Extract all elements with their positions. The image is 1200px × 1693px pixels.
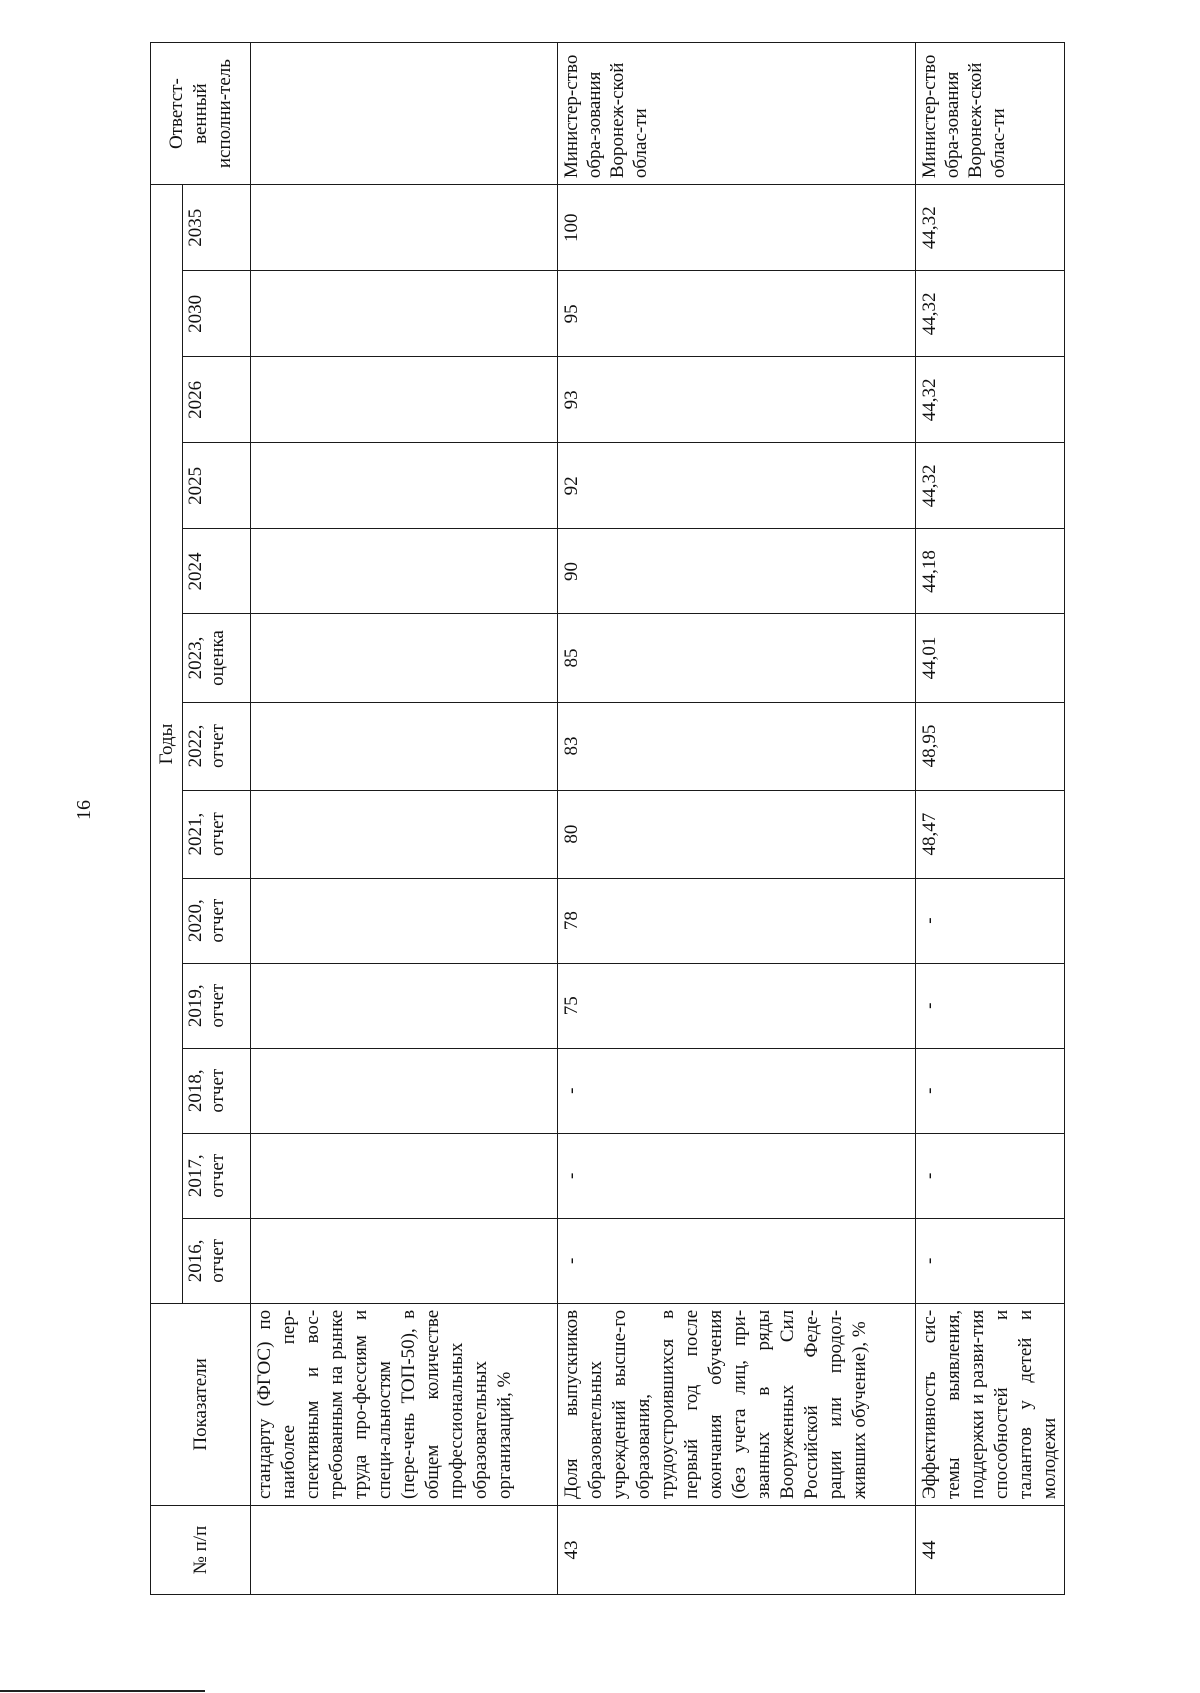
header-year: 2022, отчет [183, 702, 251, 790]
row-value: 44,32 [916, 271, 1065, 357]
row-value: - [558, 1048, 916, 1133]
row-value: - [916, 1048, 1065, 1133]
row-value: 44,32 [916, 357, 1065, 443]
row-value [251, 185, 558, 271]
header-year: 2020, отчет [183, 878, 251, 963]
row-indicator: Эффективность сис-темы выявления, поддержки и разви-тия способностей и талантов у детей и молодежи [916, 1303, 1065, 1505]
row-value [251, 271, 558, 357]
header-years-group: Годы [151, 185, 183, 1304]
header-indicator: Показатели [151, 1303, 251, 1505]
table-row [916, 43, 1065, 1595]
header-year: 2030 [183, 271, 251, 357]
row-value: - [558, 1133, 916, 1218]
row-value: 44,18 [916, 529, 1065, 614]
row-value: - [916, 1133, 1065, 1218]
table-row [251, 43, 558, 1595]
table-row [558, 43, 916, 1595]
row-value: 44,32 [916, 185, 1065, 271]
header-year: 2018, отчет [183, 1048, 251, 1133]
header-year: 2023, оценка [183, 614, 251, 702]
header-num: № п/п [151, 1505, 251, 1594]
row-value [251, 963, 558, 1048]
row-value [251, 529, 558, 614]
row-value: 44,32 [916, 443, 1065, 529]
row-value: - [916, 963, 1065, 1048]
row-value: 75 [558, 963, 916, 1048]
row-value [251, 1048, 558, 1133]
row-value: 90 [558, 529, 916, 614]
header-year: 2024 [183, 529, 251, 614]
rotated-page-content [150, 42, 1065, 1595]
row-value [251, 1218, 558, 1303]
footer-divider [0, 1690, 205, 1692]
row-value: 83 [558, 702, 916, 790]
header-year: 2021, отчет [183, 790, 251, 878]
row-num [251, 1505, 558, 1594]
row-value [251, 357, 558, 443]
row-indicator: стандарту (ФГОС) по наиболее пер-спективным и вос-требованным на рынке труда про-фессиям и специ-альностям (пере-чень ТОП-50), в общем количестве профессиональных образовательных организаций, % [251, 1303, 558, 1505]
row-value [251, 443, 558, 529]
row-value [251, 790, 558, 878]
row-value: 95 [558, 271, 916, 357]
row-num: 43 [558, 1505, 916, 1594]
row-value [251, 702, 558, 790]
page-number: 16 [73, 800, 95, 820]
row-responsible: Министер-ство обра-зования Воронеж-ской облас-ти [558, 43, 916, 185]
row-value [251, 1133, 558, 1218]
header-year: 2016, отчет [183, 1218, 251, 1303]
row-num: 44 [916, 1505, 1065, 1594]
indicators-table [150, 42, 1065, 1595]
row-value: 48,47 [916, 790, 1065, 878]
row-value: - [916, 878, 1065, 963]
header-year: 2025 [183, 443, 251, 529]
row-value: 48,95 [916, 702, 1065, 790]
header-year: 2026 [183, 357, 251, 443]
row-responsible: Министер-ство обра-зования Воронеж-ской облас-ти [916, 43, 1065, 185]
row-value: 93 [558, 357, 916, 443]
row-responsible [251, 43, 558, 185]
row-value: 85 [558, 614, 916, 702]
row-value: 44,01 [916, 614, 1065, 702]
row-value: 92 [558, 443, 916, 529]
row-value: - [558, 1218, 916, 1303]
header-year: 2035 [183, 185, 251, 271]
row-value: - [916, 1218, 1065, 1303]
row-value: 78 [558, 878, 916, 963]
header-responsible: Ответст-венный исполни-тель [151, 43, 251, 185]
table-header-row [151, 43, 183, 1595]
row-indicator: Доля выпускников образовательных учреждений высше-го образования, трудоустроившихся в первый год после окончания обучения (без учета лиц, при-званных в ряды Вооруженных Сил Российской Феде-рации или продол-живших обучение), % [558, 1303, 916, 1505]
row-value: 80 [558, 790, 916, 878]
row-value [251, 614, 558, 702]
row-value: 100 [558, 185, 916, 271]
row-value [251, 878, 558, 963]
header-year: 2017, отчет [183, 1133, 251, 1218]
header-year: 2019, отчет [183, 963, 251, 1048]
